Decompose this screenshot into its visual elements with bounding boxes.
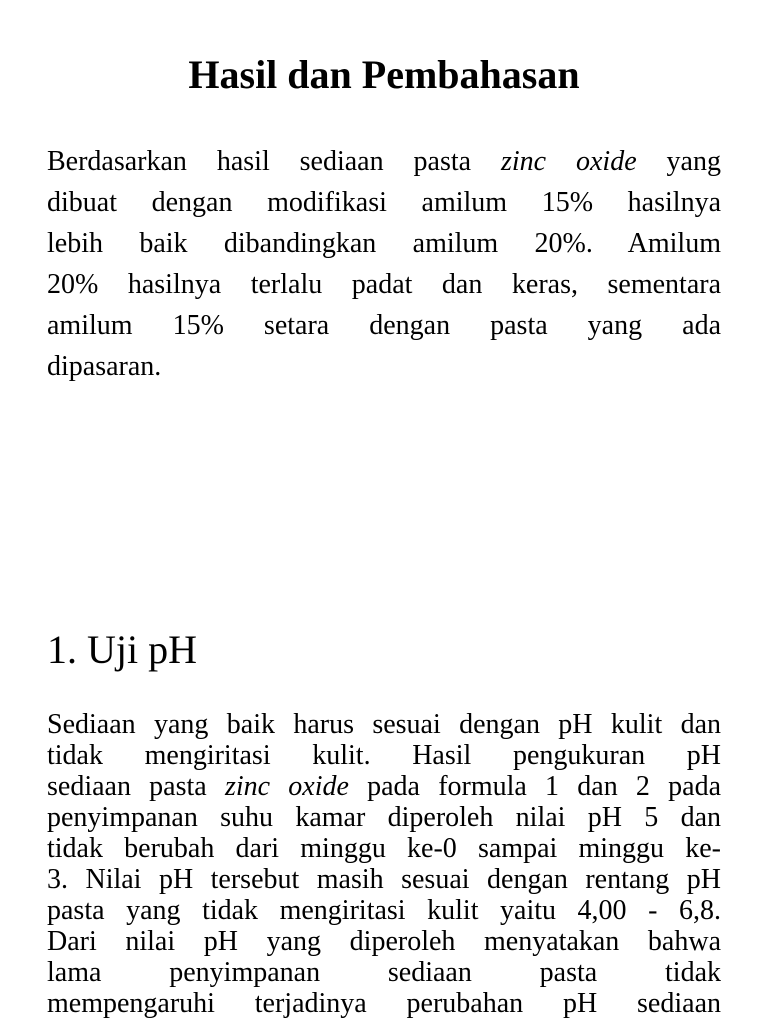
section-text: sediaan pasta: [47, 771, 225, 802]
intro-paragraph: [47, 141, 721, 387]
section-line-6: 3. Nilai pH tersebut masih sesuai dengan rentang pH: [47, 864, 721, 895]
intro-line-1: [47, 141, 721, 182]
section-line-5: tidak berubah dari minggu ke-0 sampai minggu ke-: [47, 833, 721, 864]
page-title: Hasil dan Pembahasan: [188, 52, 580, 97]
section-line-1: Sediaan yang baik harus sesuai dengan pH kulit dan: [47, 709, 721, 740]
section-paragraph: [47, 709, 721, 1019]
section-line-3: [47, 771, 721, 802]
section-line-2: tidak mengiritasi kulit. Hasil pengukuran pH: [47, 740, 721, 771]
section-line-4: penyimpanan suhu kamar diperoleh nilai pH 5 dan: [47, 802, 721, 833]
intro-line-3: lebih baik dibandingkan amilum 20%. Amilum: [47, 228, 721, 259]
intro-line-2: dibuat dengan modifikasi amilum 15% hasilnya: [47, 187, 721, 218]
intro-italic-term: zinc oxide: [500, 146, 637, 177]
intro-line-4: 20% hasilnya terlalu padat dan keras, sementara: [47, 269, 721, 300]
section-heading: 1. Uji pH: [47, 627, 197, 672]
section-line-10: mempengaruhi terjadinya perubahan pH sediaan: [47, 988, 721, 1019]
intro-text: Berdasarkan hasil sediaan pasta: [47, 146, 501, 177]
intro-line-6: dipasaran.: [47, 351, 162, 382]
section-text: pada formula 1 dan 2 pada: [348, 771, 721, 802]
section-italic-term: zinc oxide: [224, 771, 349, 802]
section-line-9: lama penyimpanan sediaan pasta tidak: [47, 957, 721, 988]
section-line-7: pasta yang tidak mengiritasi kulit yaitu 4,00 - 6,8.: [47, 895, 721, 926]
intro-line-5: amilum 15% setara dengan pasta yang ada: [47, 310, 721, 341]
intro-text: yang: [636, 146, 721, 177]
section-line-8: Dari nilai pH yang diperoleh menyatakan bahwa: [47, 926, 721, 957]
